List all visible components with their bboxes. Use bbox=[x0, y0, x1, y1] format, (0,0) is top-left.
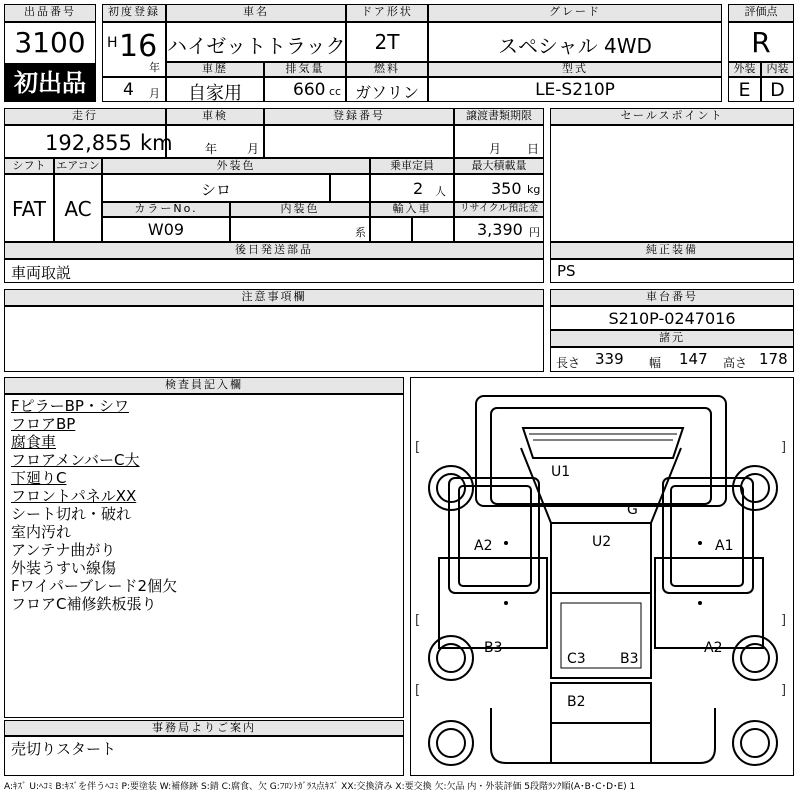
car-name: ハイゼットトラック bbox=[167, 34, 346, 58]
damage-mark-b3-left: B3 bbox=[484, 640, 503, 656]
inspection-year-unit: 年 bbox=[205, 142, 218, 156]
door-cell bbox=[346, 22, 428, 62]
chassis-header: 車台番号 bbox=[550, 289, 794, 306]
interior-score-header: 内装 bbox=[761, 62, 794, 77]
color-no: W09 bbox=[147, 220, 185, 239]
model-code-header: 型式 bbox=[428, 62, 722, 77]
bracket-marker: ] bbox=[781, 613, 787, 628]
grade-cell bbox=[428, 22, 722, 62]
inspector-note-line: 下廻りC bbox=[11, 469, 67, 487]
max-load-header: 最大積載量 bbox=[454, 158, 544, 174]
inspector-note-line: 腐食車 bbox=[11, 433, 57, 451]
inspector-notes-list bbox=[11, 397, 177, 613]
color-no-header: カラーNo. bbox=[102, 202, 230, 217]
history-header: 車歴 bbox=[166, 62, 264, 77]
height: 178 bbox=[759, 350, 788, 368]
mileage: 192,855 bbox=[45, 131, 132, 155]
bracket-marker: [ bbox=[415, 613, 421, 628]
exterior-score: E bbox=[738, 79, 751, 101]
inspection-header: 車検 bbox=[166, 108, 264, 125]
recycle-cell bbox=[454, 217, 544, 242]
inspector-note-line: シート切れ・破れ bbox=[11, 505, 132, 523]
score-cell bbox=[728, 22, 794, 62]
truck-outline-drawing bbox=[411, 378, 794, 776]
fuel: ガソリン bbox=[354, 83, 419, 102]
later-parts: 車両取説 bbox=[11, 264, 72, 282]
interior-score: D bbox=[770, 79, 785, 101]
caution-cell bbox=[4, 306, 544, 372]
vehicle-diagram bbox=[410, 377, 794, 776]
exterior-score-cell bbox=[728, 77, 761, 102]
inspector-note-line: Fワイパーブレード2個欠 bbox=[11, 577, 178, 595]
office-notice-header: 事務局よりご案内 bbox=[4, 720, 404, 736]
max-load-unit: kg bbox=[527, 183, 541, 196]
fuel-header: 燃料 bbox=[346, 62, 428, 77]
registration-era: H bbox=[107, 35, 118, 51]
inspector-note-line: フロアメンバーC大 bbox=[11, 451, 140, 469]
capacity: 2 bbox=[413, 179, 424, 198]
interior-score-cell bbox=[761, 77, 794, 102]
car-name-cell bbox=[166, 22, 346, 62]
transfer-doc-cell bbox=[454, 125, 544, 158]
lot-number-cell bbox=[4, 22, 96, 64]
chassis-cell bbox=[550, 306, 794, 330]
bracket-marker: ] bbox=[781, 683, 787, 698]
color-no-cell bbox=[102, 217, 230, 242]
history-cell bbox=[166, 77, 264, 102]
damage-mark-a1-right: A1 bbox=[715, 538, 734, 554]
registration-month-unit: 月 bbox=[149, 87, 160, 100]
damage-mark-u2: U2 bbox=[592, 534, 612, 550]
exterior-color: シロ bbox=[200, 181, 231, 199]
reg-number-header: 登録番号 bbox=[264, 108, 454, 125]
inspector-note-line: アンテナ曲がり bbox=[11, 541, 116, 559]
inspector-note-line: フロアBP bbox=[11, 415, 76, 433]
length: 339 bbox=[595, 350, 624, 368]
width-label: 幅 bbox=[649, 356, 662, 370]
inspector-note-line: 室内汚れ bbox=[11, 523, 72, 541]
shift-cell bbox=[4, 174, 54, 242]
height-label: 高さ bbox=[723, 356, 748, 370]
bracket-marker: ] bbox=[781, 440, 787, 455]
grade-header: グレード bbox=[428, 4, 722, 22]
first-listing-badge: 初出品 bbox=[4, 64, 96, 102]
capacity-header: 乗車定員 bbox=[370, 158, 454, 174]
inspector-note-line: フロントパネルXX bbox=[11, 487, 137, 505]
displacement-cell bbox=[264, 77, 346, 102]
capacity-cell bbox=[370, 174, 454, 202]
door-type: 2T bbox=[374, 30, 400, 54]
damage-mark-c3: C3 bbox=[567, 651, 586, 667]
recycle-header: リサイクル預託金 bbox=[454, 202, 544, 217]
bracket-marker: [ bbox=[415, 683, 421, 698]
inspector-notes-cell bbox=[4, 394, 404, 718]
later-parts-header: 後日発送部品 bbox=[4, 242, 544, 259]
inspection-month-unit: 月 bbox=[247, 142, 260, 156]
damage-mark-b2: B2 bbox=[567, 694, 586, 710]
transfer-doc-month-unit: 月 bbox=[489, 142, 502, 156]
score: R bbox=[751, 26, 771, 59]
exterior-color-extra-cell bbox=[330, 174, 370, 202]
grade: スペシャル 4WD bbox=[498, 34, 652, 58]
damage-mark-g: G bbox=[627, 502, 638, 518]
interior-color-header: 内装色 bbox=[230, 202, 370, 217]
damage-mark-a2-left: A2 bbox=[474, 538, 493, 554]
displacement-unit: cc bbox=[329, 85, 342, 98]
import-cell-a bbox=[370, 217, 412, 242]
lot-number: 3100 bbox=[14, 26, 86, 59]
genuine-equipment: PS bbox=[557, 262, 576, 280]
shift: FAT bbox=[11, 197, 46, 221]
car-name-header: 車名 bbox=[166, 4, 346, 22]
mileage-unit: km bbox=[140, 131, 173, 155]
recycle-fee: 3,390 bbox=[477, 220, 523, 239]
inspection-cell bbox=[166, 125, 264, 158]
damage-legend: A:ｷｽﾞ U:ﾍｺﾐ B:ｷｽﾞを伴うﾍｺﾐ P:要塗装 W:補修跡 S:錆 C:腐食、欠 G:ﾌﾛﾝﾄｶﾞﾗｽ点ｷｽﾞ XX:交換済み X:要交換 欠:欠品 内・外装評価 5段階ﾗﾝｸ順(A･B･C･D･E) 1 bbox=[4, 782, 636, 792]
exterior-score-header: 外装 bbox=[728, 62, 761, 77]
width: 147 bbox=[679, 350, 708, 368]
later-parts-cell bbox=[4, 259, 544, 283]
damage-mark-b3-center: B3 bbox=[620, 651, 639, 667]
max-load: 350 bbox=[491, 179, 522, 198]
sales-point-cell bbox=[550, 125, 794, 242]
chassis-number: S210P-0247016 bbox=[608, 309, 736, 328]
reg-number-cell bbox=[264, 125, 454, 158]
max-load-cell bbox=[454, 174, 544, 202]
transfer-doc-day-unit: 日 bbox=[527, 142, 540, 156]
inspector-note-line: フロアC補修鉄板張り bbox=[11, 595, 157, 613]
office-notice-cell bbox=[4, 736, 404, 776]
transfer-doc-header: 譲渡書類期限 bbox=[454, 108, 544, 125]
model-code: LE-S210P bbox=[535, 80, 615, 100]
dimensions-header: 諸元 bbox=[550, 330, 794, 347]
capacity-unit: 人 bbox=[435, 185, 446, 198]
exterior-color-header: 外装色 bbox=[102, 158, 370, 174]
import-cell-b bbox=[412, 217, 454, 242]
lot-number-header: 出品番号 bbox=[4, 4, 96, 22]
model-code-cell bbox=[428, 77, 722, 102]
registration-year-cell bbox=[102, 22, 166, 77]
caution-header: 注意事項欄 bbox=[4, 289, 544, 306]
inspector-note-line: 外装うすい線傷 bbox=[11, 559, 117, 577]
interior-color-suffix: 系 bbox=[355, 226, 366, 239]
registration-header: 初度登録 bbox=[102, 4, 166, 22]
aircon: AC bbox=[64, 197, 92, 221]
length-label: 長さ bbox=[556, 356, 581, 370]
vehicle-history: 自家用 bbox=[188, 83, 242, 104]
shift-header: シフト bbox=[4, 158, 54, 174]
recycle-fee-unit: 円 bbox=[529, 226, 540, 239]
dimensions-cell bbox=[550, 347, 794, 372]
registration-year: 16 bbox=[119, 29, 158, 64]
registration-year-unit: 年 bbox=[149, 61, 160, 74]
door-header: ドア形状 bbox=[346, 4, 428, 22]
import-header: 輸入車 bbox=[370, 202, 454, 217]
bracket-marker: [ bbox=[415, 440, 421, 455]
displacement: 660 bbox=[293, 80, 326, 100]
sales-point-header: セールスポイント bbox=[550, 108, 794, 125]
registration-month-cell bbox=[102, 77, 166, 102]
genuine-equipment-header: 純正装備 bbox=[550, 242, 794, 259]
inspector-notes-header: 検査員記入欄 bbox=[4, 377, 404, 394]
office-notice: 売切りスタート bbox=[11, 740, 117, 758]
aircon-header: エアコン bbox=[54, 158, 102, 174]
exterior-color-cell bbox=[102, 174, 330, 202]
score-header: 評価点 bbox=[728, 4, 794, 22]
mileage-header: 走行 bbox=[4, 108, 166, 125]
fuel-cell bbox=[346, 77, 428, 102]
registration-month: 4 bbox=[123, 80, 134, 100]
genuine-equipment-cell bbox=[550, 259, 794, 283]
inspector-note-line: FピラーBP・シワ bbox=[11, 397, 129, 415]
damage-mark-a2-right: A2 bbox=[704, 640, 723, 656]
damage-mark-u1: U1 bbox=[551, 464, 571, 480]
aircon-cell bbox=[54, 174, 102, 242]
displacement-header: 排気量 bbox=[264, 62, 346, 77]
interior-color-cell bbox=[230, 217, 370, 242]
mileage-cell bbox=[4, 125, 173, 158]
